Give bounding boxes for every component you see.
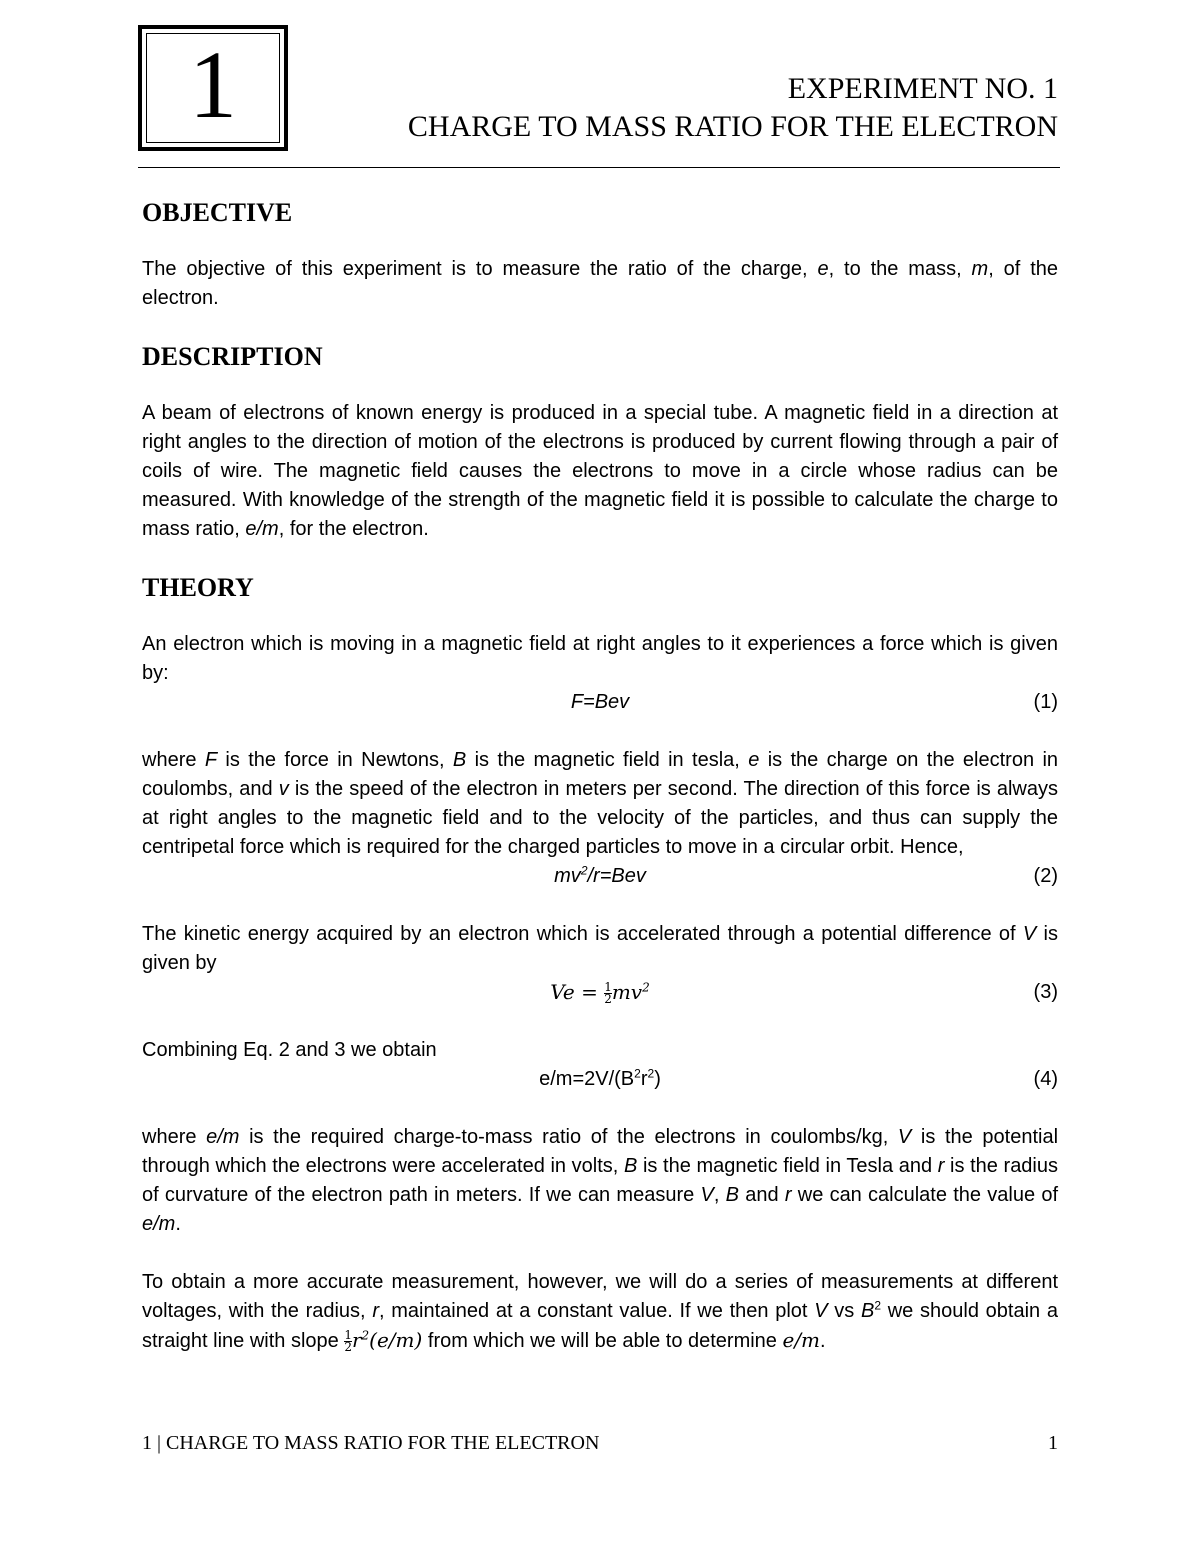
equation-2-expression: $mv^2/r=Bev$	[554, 863, 646, 887]
page-footer	[142, 1430, 1058, 1456]
equation-3	[142, 978, 1058, 1007]
equation-2	[142, 862, 1058, 891]
chapter-number-box	[138, 25, 288, 151]
objective-paragraph: The objective of this experiment is to measure the ratio of the charge, e, to the mass, m, of the electron.	[142, 258, 1058, 309]
theory-energy-paragraph: The kinetic energy acquired by an electron which is accelerated through a potential difference of V is given by	[142, 923, 1059, 974]
equation-1-expression: F=Bev	[570, 691, 630, 713]
equation-4	[142, 1065, 1058, 1094]
objective-heading: OBJECTIVE	[142, 198, 293, 227]
equation-4-number: (4)	[1033, 1068, 1058, 1090]
experiment-label: EXPERIMENT NO. 1	[787, 72, 1058, 105]
theory-combining-paragraph: Combining Eq. 2 and 3 we obtain	[142, 1039, 437, 1061]
theory-force-paragraph: where F is the force in Newtons, B is the magnetic field in tesla, e is the charge on the electron in coulombs, and v is the speed of the electron in meters per second. The direction of this force is always at right angles to the magnetic field and to the velocity of the particles, and thus can supply the centripetal force which is required for the charged particles to move in a circular orbit. Hence,	[142, 749, 1059, 858]
header-divider	[138, 167, 1060, 168]
theory-intro-paragraph: An electron which is moving in a magnetic field at right angles to it experiences a force which is given by:	[142, 633, 1058, 684]
document-body	[142, 195, 1058, 1356]
footer-title: 1 | CHARGE TO MASS RATIO FOR THE ELECTRON	[142, 1432, 600, 1454]
chapter-number: 1	[189, 31, 237, 138]
equation-2-number: (2)	[1033, 865, 1058, 887]
equation-1-number: (1)	[1033, 691, 1058, 713]
description-paragraph: A beam of electrons of known energy is produced in a special tube. A magnetic field in a direction at right angles to the direction of motion of the electrons is produced by current flowing through a pair of coils of wire. The magnetic field causes the electrons to move in a circle whose radius can be measured. With knowledge of the strength of the magnetic field it is possible to calculate the charge to mass ratio, e/m, for the electron.	[142, 402, 1058, 540]
equation-3-number: (3)	[1033, 981, 1058, 1003]
description-heading: DESCRIPTION	[142, 342, 323, 371]
theory-variables-paragraph: where e/m is the required charge-to-mass ratio of the electrons in coulombs/kg, V is the potential through which the electrons were accelerated in volts, B is the magnetic field in Tesla and r is the radius of curvature of the electron path in meters. If we can measure V, B and r we can calculate the value of e/m.	[142, 1126, 1059, 1235]
experiment-title: CHARGE TO MASS RATIO FOR THE ELECTRON	[407, 110, 1058, 143]
equation-4-expression: $e/m=2V/(B^2r^2)$	[539, 1066, 661, 1090]
theory-heading: THEORY	[142, 573, 254, 602]
equation-1	[142, 688, 1058, 717]
theory-plot-paragraph: To obtain a more accurate measurement, however, we will do a series of measurements at different voltages, with the radius, r, maintained at a constant value. If we then plot V vs $B^2$ we should obtain a straight line with slope $\frac{1}{2}$ $r^2(e/m)$ from which we will be able to determine e/m.	[142, 1271, 1058, 1354]
experiment-heading	[408, 70, 1058, 146]
footer-page-number: 1	[1048, 1432, 1058, 1454]
equation-3-expression: Ve = $\frac{1}{2}$ $mv^2$	[550, 980, 650, 1006]
